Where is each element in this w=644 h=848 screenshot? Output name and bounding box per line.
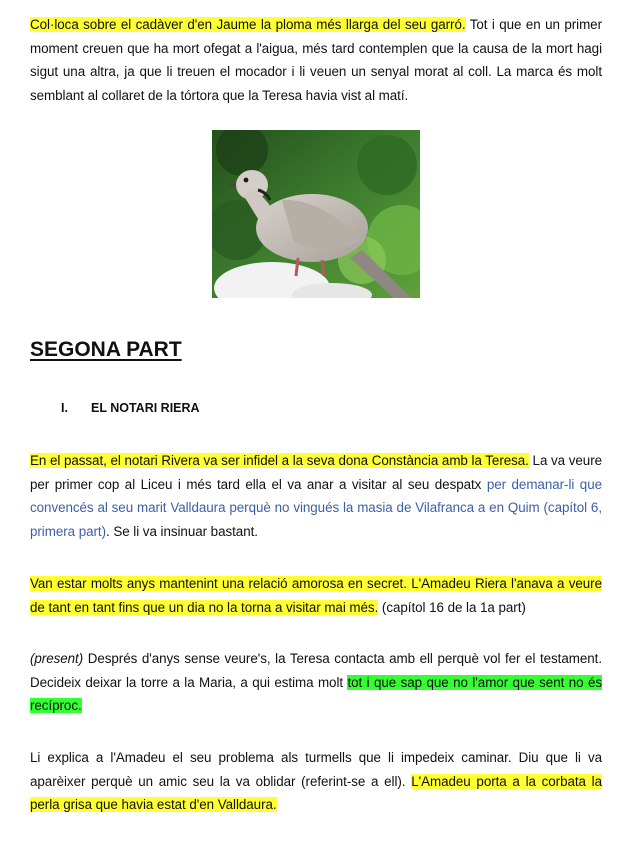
highlighted-text: L'Amadeu porta a la corbata la perla grisa que havia estat d'en Valldaura. [30,773,602,813]
intro-paragraph [30,13,602,107]
italic-text: (present) [30,651,84,666]
highlighted-text: En el passat, el notari Rivera va ser infidel a la seva dona Constància amb la Teresa. [30,453,529,468]
chapter-heading [61,398,200,418]
paragraph-3 [30,647,602,718]
section-heading: SEGONA PART [30,338,182,361]
highlighted-text: Col·loca sobre el cadàver d'en Jaume la ploma més llarga del seu garró. [30,17,466,32]
chapter-number: I. [61,401,68,415]
paragraph-text: Li explica a l'Amadeu el seu problema als turmells que li impedeix caminar. Diu que li va aparèixer perquè un amic seu la va oblidar (referint-se a ell). [30,750,602,789]
paragraph-2 [30,572,602,619]
paragraph-1 [30,449,602,543]
paragraph-4 [30,746,602,817]
chapter-title: EL NOTARI RIERA [91,401,200,415]
paragraph-text: Tot i que en un primer moment creuen que ha mort ofegat a l'aigua, més tard contemplen que la causa de la mort hagi sigut una altra, ja que li treuen el mocador i li veuen un senyal morat al coll. La marca és molt semblant al collaret de la tórtora que la Teresa havia vist al matí. [30,17,602,103]
dove-image [212,130,420,298]
highlighted-text: Van estar molts anys mantenint una relació amorosa en secret. L'Amadeu Riera l'anava a veure de tant en tant fins que un dia no la torna a visitar mai més. [30,576,602,615]
paragraph-text: La va veure per primer cop al Liceu i més tard ella el va anar a visitar al seu despatx [30,453,602,492]
blue-text: per demanar-li que convencés al seu marit Valldaura perquè no vingués la masia de Vilafranca a en Quim (capítol 6, primera part) [30,476,602,539]
paragraph-text: Després d'anys sense veure's, la Teresa contacta amb ell perquè vol fer el testament. Decideix deixar la torre a la Maria, a qui estima molt [30,651,602,690]
paragraph-end: . Se li va insinuar bastant. [106,523,258,539]
dove-photo [212,130,420,298]
green-highlighted-text: tot i que sap que no l'amor que sent no és recíproc. [30,674,602,714]
paragraph-text: (capítol 16 de la 1a part) [378,599,526,615]
